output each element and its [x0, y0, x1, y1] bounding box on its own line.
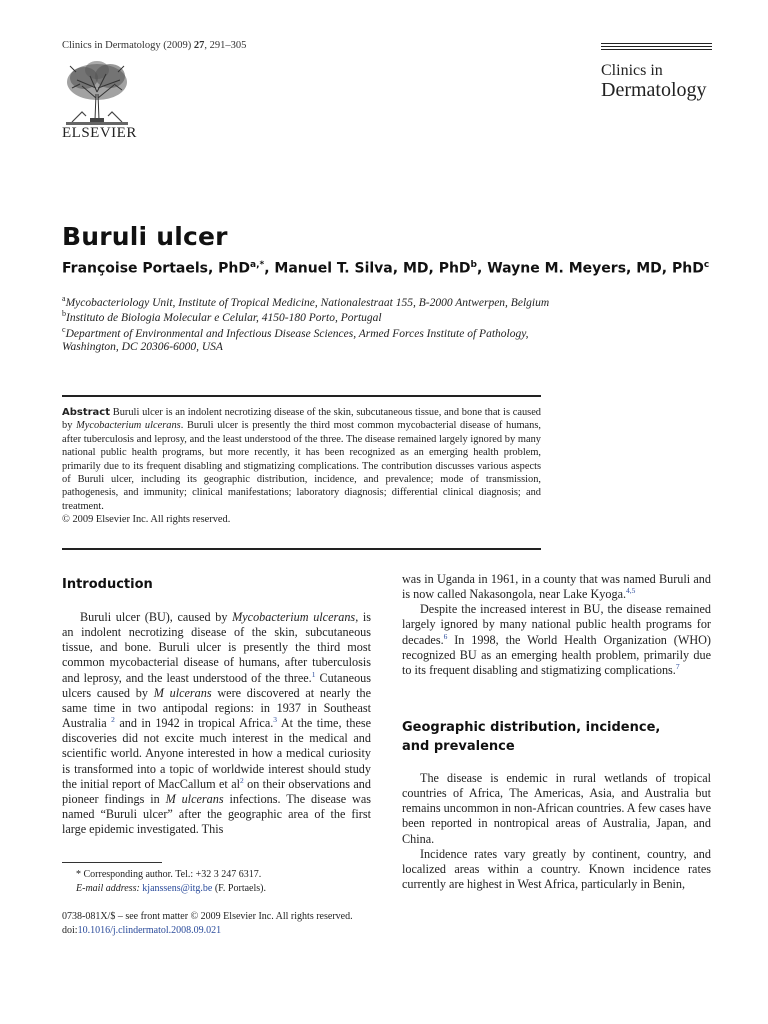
affiliation-a: $^a$Mycobacteriology Unit, Institute of Tropical Medicine, Nationalestraat 155, B-2000 Antwerpen, Belgium — [62, 294, 550, 309]
footnote-rule — [62, 862, 162, 863]
abstract-label: Abstract — [62, 407, 111, 418]
paragraph: Despite the increased interest in BU, the disease remained largely ignored by many national public health programs for decades.$^6$ In 1998, the World Health Organization (WHO) recognized BU as an emerging health problem, primarily due to its frequent disabling and stigmatizing complications.$^7$ — [402, 602, 711, 677]
affiliation-c-continued: Washington, DC 20306-6000, USA — [62, 341, 223, 353]
citation-link[interactable]: 6 — [443, 631, 448, 641]
section-heading-introduction: Introduction — [62, 577, 153, 592]
elsevier-tree-logo — [62, 58, 132, 128]
article-title: Buruli ulcer — [62, 222, 228, 251]
abstract: Abstract Buruli ulcer is an indolent necrotizing disease of the skin, subcutaneous tissue, and bone that is caused by Mycobacterium ulcerans. Buruli ulcer is presently the third most common mycobacterial disease of humans, after tuberculosis and leprosy, and the least understood of the three. The disease remained largely ignored by many national public health programs, but more recently, it has been recognized as an emerging health problem, primarily due to its frequent disabling and stigmatizing complications. The contribution discusses various aspects of Buruli ulcer, including its geographic distribution, incidence, and prevalence; mode of transmission, pathogenesis, and immunity; clinical manifestations; laboratory diagnosis; differential clinical diagnosis; and treatment. © 2009 Elsevier Inc. All rights reserved. — [62, 407, 541, 526]
citation-link[interactable]: 1 — [311, 669, 316, 679]
introduction-body — [62, 610, 371, 837]
journal-brand-rules — [601, 43, 712, 52]
paragraph: was in Uganda in 1961, in a county that was named Buruli and is now called Nakasongola, near Lake Kyoga.$^{4,5}$ — [402, 572, 711, 602]
imprint: 0738-081X/$ – see front matter © 2009 Elsevier Inc. All rights reserved. doi:10.1016/j.clindermatol.2008.09.021 — [62, 911, 353, 936]
abstract-copyright: © 2009 Elsevier Inc. All rights reserved. — [62, 514, 231, 526]
journal-brand-line2: Dermatology — [601, 79, 707, 101]
section-heading-geographic: Geographic distribution, incidence, and prevalence — [402, 720, 661, 754]
author-affiliation-marker: c — [703, 260, 710, 270]
affiliation-c: $^c$Department of Environmental and Infectious Disease Sciences, Armed Forces Institute of Pathology, — [62, 325, 529, 340]
paragraph: Buruli ulcer (BU), caused by Mycobacterium ulcerans, is an indolent necrotizing disease of the skin, subcutaneous tissue, and bone. Buruli ulcer is presently the third most common mycobacterial disease of humans, after tuberculosis and leprosy, and the least understood of the three.$^1$ Cutaneous ulcers caused by M ulcerans were discovered at nearly the same time in two antipodal regions: in 1937 in Southeast Australia $^2$ and in 1942 in tropical Africa.$^3$ At the time, these discoveries did not excite much interest in the medical and scientific world. Anyone interested in how a medical curiosity is transformed into a topic of worldwide interest should study the initial report of MacCallum et $al^2$ on their observations and pioneer findings in M ulcerans infections. The disease was named “Buruli ulcer” after the geographic area of the first large epidemic investigated. This — [62, 610, 372, 837]
journal-reference: Clinics in Dermatology (2009) 27, 291–305 — [62, 40, 247, 51]
author-name: Manuel T. Silva, MD, PhD — [274, 260, 471, 277]
journal-brand-line1: Clinics in — [601, 62, 663, 79]
footnote: * Corresponding author. Tel.: +32 3 247 6317. E-mail address: kjanssens@itg.be (F. Portaels). — [62, 868, 266, 896]
citation-link[interactable]: 2 — [111, 715, 115, 725]
paragraph: Incidence rates vary greatly by continent, country, and localized areas within a country. Known incidence rates currently are highest in West Africa, particularly in Benin, — [402, 846, 711, 892]
geographic-body — [402, 771, 711, 892]
citation-link[interactable]: 3 — [273, 715, 278, 725]
publisher-name: ELSEVIER — [62, 125, 137, 141]
author-name: Wayne M. Meyers, MD, PhD — [487, 260, 704, 277]
citation-link[interactable]: 7 — [675, 661, 680, 671]
corresponding-author: * Corresponding author. Tel.: +32 3 247 6317. — [76, 869, 262, 880]
paragraph: The disease is endemic in rural wetlands of tropical countries of Africa, The Americas, Asia, and Australia but remains uncommon in non-African countries. A few cases have been reported in nontropical areas of Australia, Japan, and China. — [402, 771, 711, 846]
citation-link[interactable]: 2 — [239, 775, 244, 785]
right-column-top — [402, 572, 711, 678]
affiliation-b: $^b$Instituto de Biologia Molecular e Celular, 4150-180 Porto, Portugal — [62, 309, 382, 324]
author-affiliation-marker: b — [470, 260, 477, 270]
abstract-top-rule — [62, 395, 541, 397]
email-link[interactable]: kjanssens@itg.be — [142, 883, 213, 894]
author-affiliation-marker: a,* — [250, 260, 265, 270]
doi-link[interactable]: 10.1016/j.clindermatol.2008.09.021 — [77, 925, 222, 936]
author-name: Françoise Portaels, PhD — [62, 260, 250, 277]
front-matter-line: 0738-081X/$ – see front matter © 2009 Elsevier Inc. All rights reserved. — [62, 911, 353, 922]
abstract-bottom-rule — [62, 548, 541, 550]
author-list: Françoise Portaels, PhD$^{a,*}$, Manuel T. Silva, MD, PhD$^b$, Wayne M. Meyers, MD, PhD$^c$ — [62, 260, 710, 277]
citation-link[interactable]: 4,5 — [626, 586, 636, 596]
